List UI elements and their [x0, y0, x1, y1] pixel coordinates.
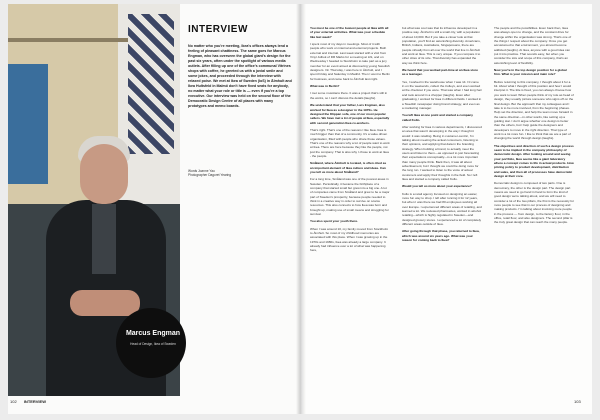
interview-answer: I met some musicians there. It was a project that's still in the works, so I can't discuss the details [laughs]. — [310, 91, 388, 100]
credit-words: Words Joanne Yau — [188, 169, 215, 173]
interview-question: You also spent your youth there. — [310, 219, 358, 224]
credit-photo: Photographer Dagoret Yearing — [188, 173, 232, 178]
caption-name: Marcus Engman — [125, 330, 181, 337]
article-column-2 — [402, 26, 482, 245]
intro-paragraph: No matter who you're meeting, Ikea's offices always lend a feeling of pleasant chattiness. The same goes for Marcus Engman, who has overseen the global giant's design for the past six years, often under the spotlight of various media outlets. After filling up one of the office's communal Vitrines shops with coffee, he greeted us with a jovial smile and some jokes, and proceeded through the interview with relaxed poise. We met at Ikea of Sweden (IoS) in Älmhult and Ikea Hultsfeld in Malmö don't have fixed seats for anybody, no matter what your role or title is — even if you're a top executive. Our interview was held on the second floor of the Democratic Design Centre of all places with many prototypes and memo boards. — [188, 44, 292, 108]
caption-role: Head of Design, Ikea of Sweden — [130, 342, 176, 346]
interview-question: Would you tell us more about your experience? — [402, 184, 472, 189]
interview-answer: That's right. That's one of the reasons I like Ikea. Ikea is much bigger than that of a community. It's a value driven organisation, filled with people who share those values. That's one of the reasons why a lot of people want to work at Ikea. There are here because they like the people, not just the company. That is also why I chose to work at Ikea - the people. — [310, 127, 390, 158]
left-footer — [10, 399, 46, 404]
page-title: INTERVIEW — [188, 24, 248, 35]
interview-question: You left Ikea at one point and started a company called Kollo. — [402, 113, 473, 122]
interview-question: We understand that your father, Lars Engman, also worked for Ikea as a designer in the 1970s. He designed the Klippan sofa, one of our most popular sellers. We have met a lot of people at Ikea, especially with second generation Ikea co-workers. — [310, 103, 390, 125]
article-column-3 — [494, 26, 574, 228]
article-column-1 — [310, 26, 390, 256]
credits — [188, 169, 292, 178]
spine-shadow — [296, 4, 306, 414]
right-page — [300, 4, 592, 414]
interview-answer: Democratic design is composed of two parts. One is democracy, the other is the design part. The design part means we need to go hand in hand to form the kind of good design we're talking about, and we will need to consider a lot of the two pillars, the first is the necessity for more people to see that in our process of designing and making products. I'm talking about involving more people in the process — from design, to the factory floor, in the office, retail floor, and also designers. The second pillar is the truly great design that can reach the many people. — [494, 181, 574, 225]
interview-answer: but what was cool was that its influence developed in a positive way. Älmhult is still a small city, with a population of about 10,000. But if you take a closer look at that population, you'll find an astonishing diversity. Americans, British, Indians, Australians, Singaporeans, there are people virtually from all over the world that live in Älmhult and work at Ikea. This is very unique. If you compare it to other cities of its size. That diversity has expanded the way we think here. — [402, 26, 481, 65]
interview-answer: Yes, I worked in the warehouse when I was 14. I'd come in on the weekends, collect the trolleys, and even worked at the checkout if you were. That was when I had long hair and took around in a chopper (laughs). Even after graduating, I worked for Ikea in different fields. I worked in a Swedish newspaper doing brand strategy, and even as a marketing manager. — [402, 79, 482, 110]
interview-question: The objectives and direction of such a design process seem to be implied in the company philosophy of democratic design. After looking around and seeing your portfolio, Ikea seems like a giant laboratory where a concept comes to life in actual products. How pricing policy to product development, distribution and sales, and then all of processes have democratic design at their core. — [494, 143, 574, 178]
interview-answer: Kollo is a retail agency focused on designing an easier, more fun way to shop. I left after running it for 12 years, but when I was there we had 80 employees working all over Europe. I experienced different areas of retailing, and learned a lot. We reviewed pharmacies, worked in alcohol retailing—which is highly regulated in Sweden—and designed grocery stores. I experienced a lot of completely different areas outside of Ikea. — [402, 191, 482, 227]
interview-question: We heard that you worked part-time at an Ikea store as a teenager. — [402, 68, 478, 77]
interview-answer: Before returning to this company, I thought about it for a bit. About what I thought of this position and how I would interpret it. The title is fixed, you can always choose how you want to lead. When people think of my role as head of design, they usually picture someone who signs off on the final design. But the approach that my colleagues and I take is to be more involved, from the beginning phases. Help set the direction, and help the team move forward in the same direction—in other words, like setting up a guiding star. I don't argue whether one design is better than the others, but I help guide the designers and developers to move in the right direction. That type of work is a lot more fun. I like to think that we are a part of changing the world through design (laughs). — [494, 79, 574, 141]
interview-answer: After working for Ikea in various departments, I discovered an area that wasn't developing in the way I thought it would: it was retailing. Being in customer-centric, I'm talking about meeting the actual consumers, listening to their opinions, and applying that data in the branding strategy. When building a brand, to actually meet the users and listen to them—as opposed to just forecasting their expectations conceptually—is a lot more important than many people think. Back then, it was all about advertisement, but I thought we could be doing more for the long run. I wanted to listen to the voice of actual customers and apply their thoughts in the field. So I left Ikea and started a company called Kollo. — [402, 124, 482, 181]
section-label: INTERVIEW — [23, 399, 46, 404]
interview-answer: For a long time, Småland was one of the poorest areas in Sweden. Periodically, it became the birthplace of a company that started small but grew into a big one. A lot of companies came from Småland and grew to be a major part of Sweden's prosperity, because people needed to think in a creative way in order to survive on scarce resources. This also connects to how Ikea was born and brought up, making use of small means and struggling for survival. — [310, 177, 390, 217]
interview-question: After going through that phase, you returned to Ikea, which was around six years ago. What was your reason for coming back to Ikea? — [402, 229, 480, 243]
interview-question: You must be one of the busiest people at Ikea with all of your external activities. What was your schedule like last week? — [310, 26, 389, 39]
interview-question: What was in Berlin? — [310, 84, 340, 89]
right-page-number: 103 — [574, 399, 581, 404]
interview-answer: The people and the possibilities. Even back then, Ikea was always open to change, and the constant drive for change within the organisation was strong. That's one of the things I respect about the company. Once you get accustomed to that environment, you almost become addicted (laughs). At Ikea, anyone with a good idea can put it into practice. That sounds easy, but when you consider the size and scope of this company, that's an astonishing level of flexibility. — [494, 26, 572, 65]
left-page-number: 102 — [10, 399, 17, 404]
interview-answer: I spent most of my days in meetings. Most of it with people who work on internal and external projects. Both external and internal. Last week started with a visit from Vinyl Julbok of DR Marks for a meeting at IoS, and on Wednesday I headed to Stockholm to take part as a jury member for an event aimed at discovering young Swedish designers. On Thursday, I was here in Älmhult, and I spent Friday and Saturday in Madrid. Then I went to Berlin for business, and came back to Älmhult last night. — [310, 42, 390, 81]
interview-answer: When I was around 10, my family moved from Stockholm to Älmhult. So most of my childhood memories are associated with this place. When I was growing up in the 1970s and 1980s, Ikea was already a large company. It already had influence over a lot of what was happening here, — [310, 226, 389, 253]
left-page — [8, 4, 300, 414]
interview-question: Now you're in the top design position for a global firm. What is your mission and main role? — [494, 68, 567, 77]
interview-question: Småland, where Älmhult is located, is often cited as an important element of Ikea culture and ideas. Can you tell us more about Småland? — [310, 161, 387, 174]
